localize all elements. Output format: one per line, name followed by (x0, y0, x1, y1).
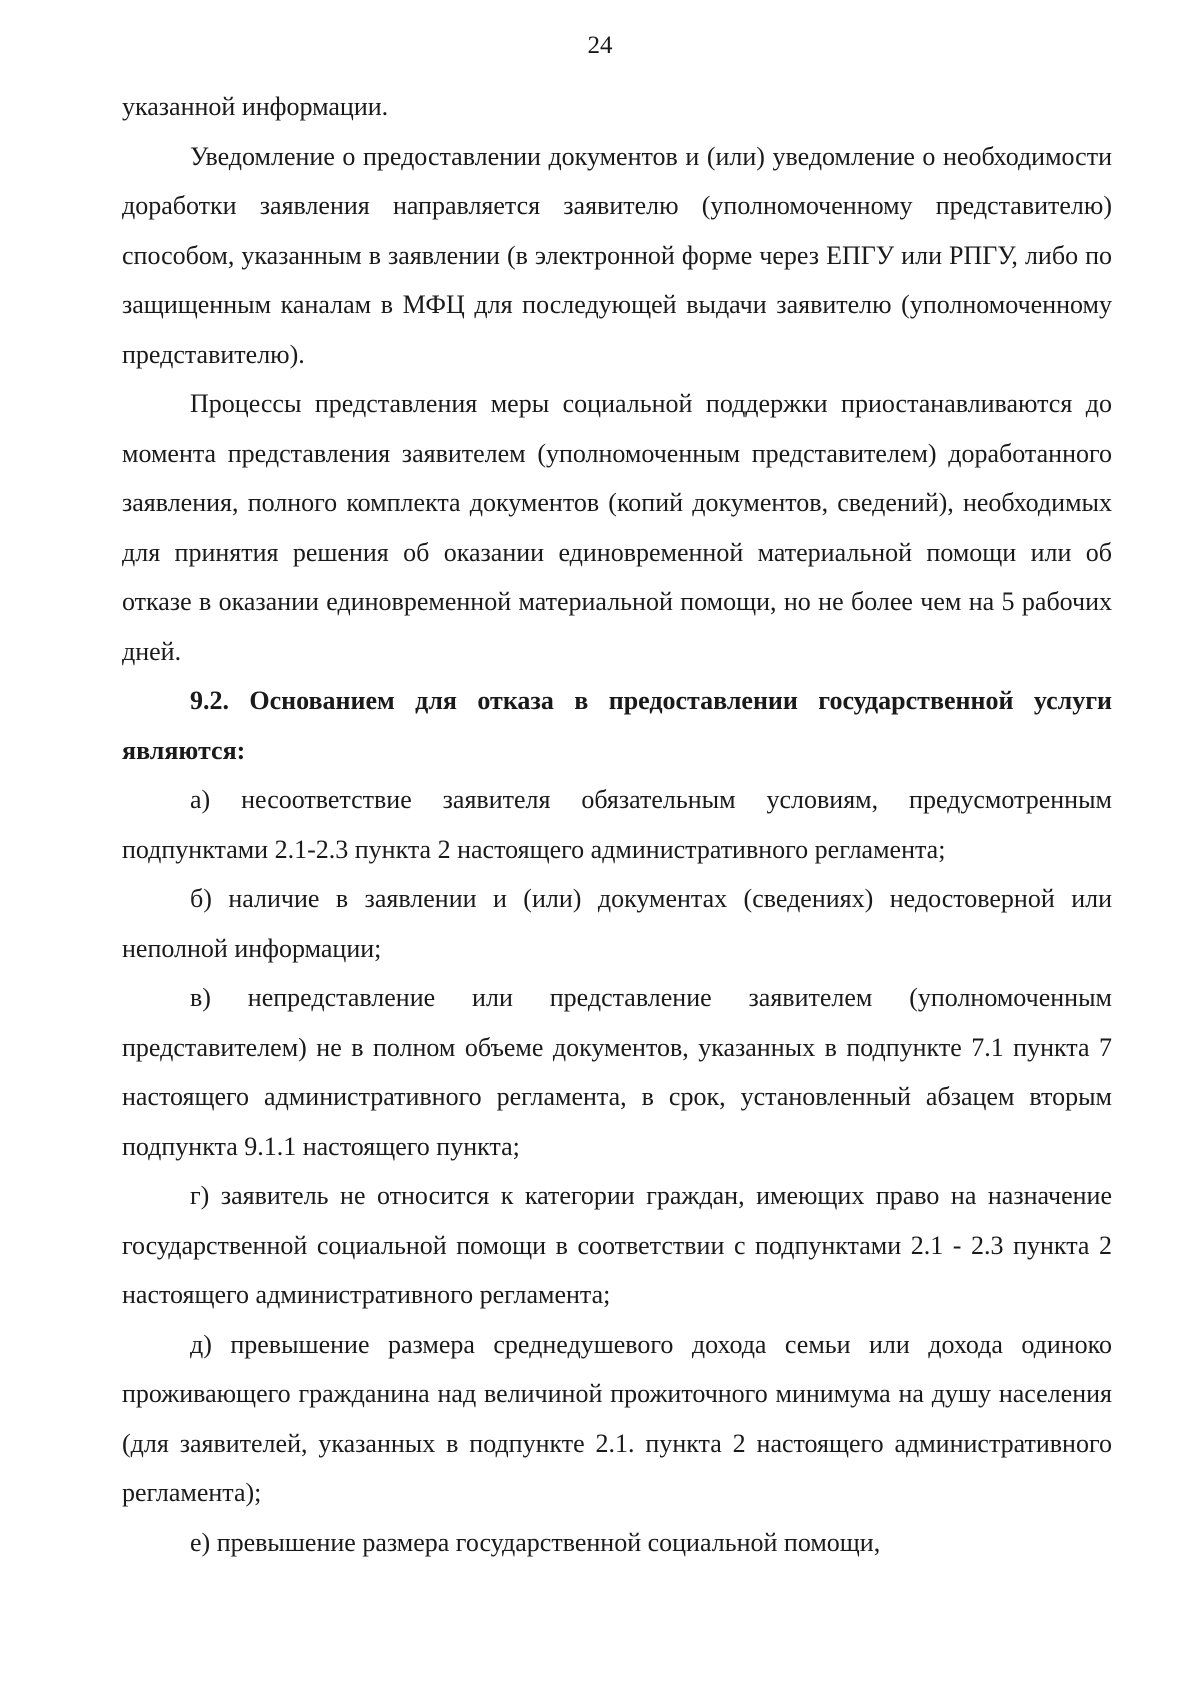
document-body (122, 82, 1112, 1567)
list-item-e: е) превышение размера государственной социальной помощи, (190, 1527, 881, 1557)
paragraph-continuation: указанной информации. (122, 92, 389, 121)
paragraph-notification: Уведомление о предоставлении документов и (или) уведомление о необходимости доработки заявления направляется заявителю (уполномоченному представителю) способом, указанным в заявлении (в электронной форме через ЕПГУ или РПГУ, либо по защищенным каналам в МФЦ для последующей выдачи заявителю (уполномоченному представителю). (122, 141, 1112, 369)
list-item-g: г) заявитель не относится к категории граждан, имеющих право на назначение государственной социальной помощи в соответствии с подпунктами 2.1 - 2.3 пункта 2 настоящего административного регламента; (122, 1181, 1112, 1309)
list-item-v: в) непредставление или представление заявителем (уполномоченным представителем) не в полном объеме документов, указанных в подпункте 7.1 пункта 7 настоящего административного регламента, в срок, установленный абзацем вторым подпункта 9.1.1 настоящего пункта; (122, 983, 1112, 1161)
paragraph-suspension: Процессы представления меры социальной поддержки приостанавливаются до момента представления заявителем (уполномоченным представителем) доработанного заявления, полного комплекта документов (копий документов, сведений), необходимых для принятия решения об оказании единовременной материальной помощи или об отказе в оказании единовременной материальной помощи, но не более чем на 5 рабочих дней. (122, 389, 1112, 666)
list-item-b: б) наличие в заявлении и (или) документах (сведениях) недостоверной или неполной информации; (122, 884, 1112, 963)
section-heading-9-2: 9.2. Основанием для отказа в предоставлении государственной услуги являются: (122, 686, 1112, 765)
page-number: 24 (587, 32, 613, 59)
list-item-d: д) превышение размера среднедушевого дохода семьи или дохода одиноко проживающего гражданина над величиной прожиточного минимума на душу населения (для заявителей, указанных в подпункте 2.1. пункта 2 настоящего административного регламента); (122, 1329, 1112, 1507)
list-item-a: а) несоответствие заявителя обязательным условиям, предусмотренным подпунктами 2.1-2.3 пункта 2 настоящего административного регламента; (122, 785, 1112, 864)
